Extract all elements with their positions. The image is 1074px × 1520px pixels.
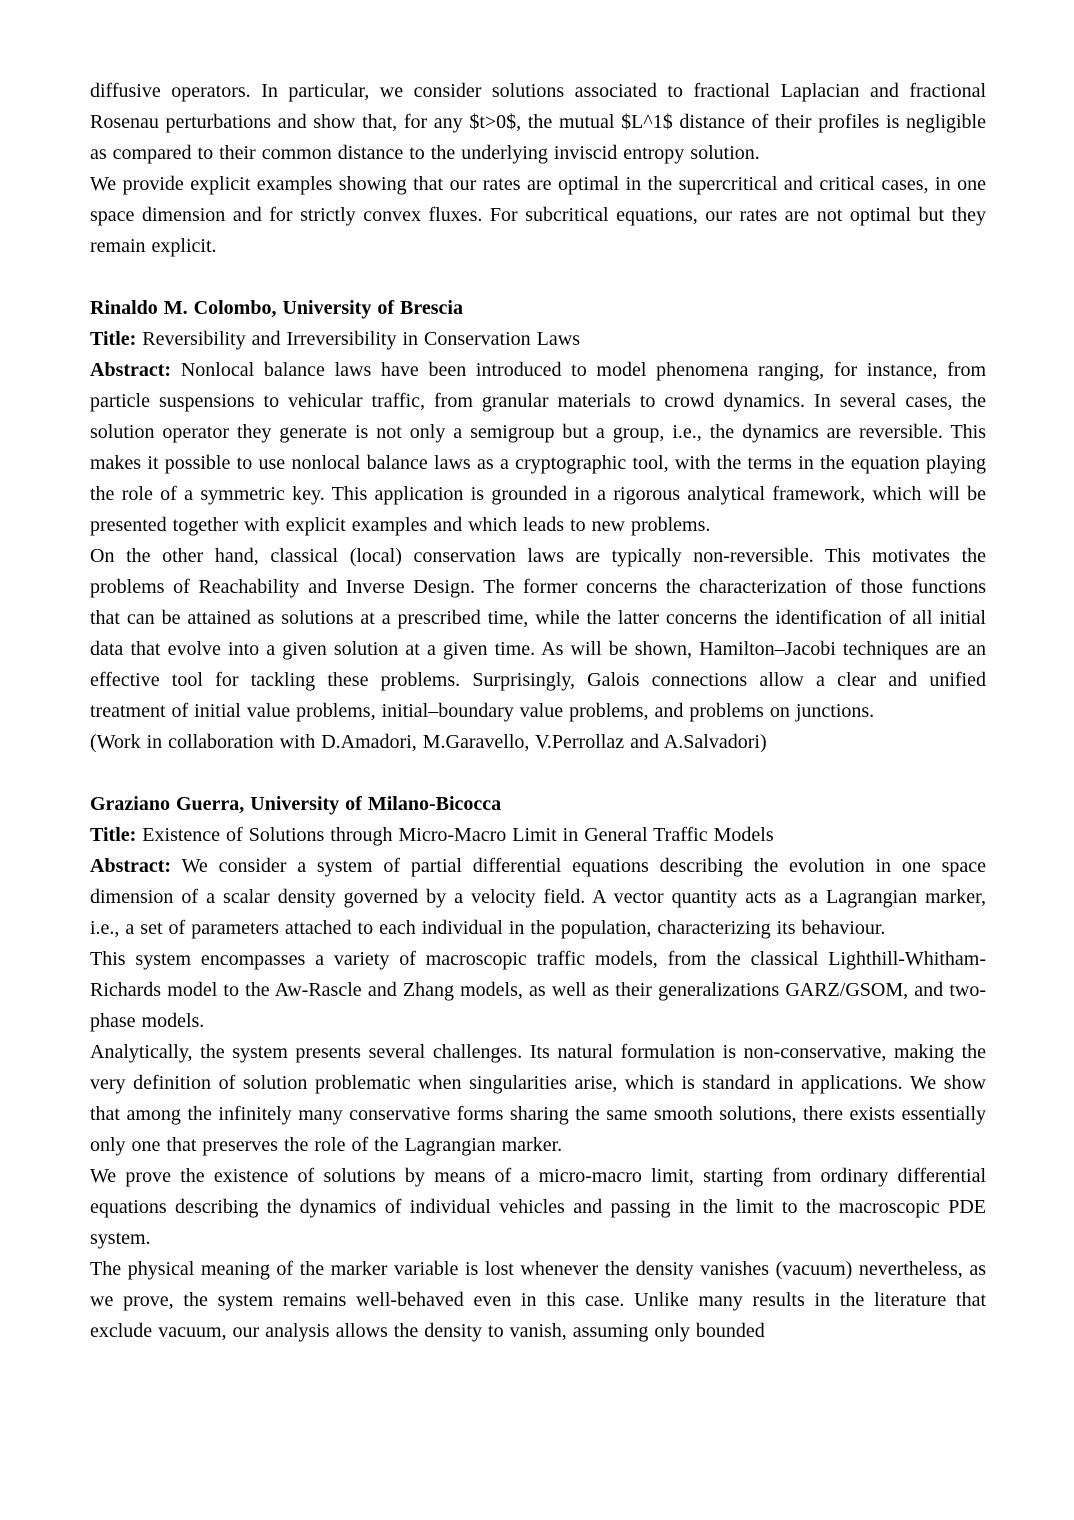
intro-paragraph-2: We provide explicit examples showing that our rates are optimal in the supercritical and critical cases, in one space dimension and for strictly convex fluxes. For subcritical equations, our rates are not optimal but they remain explicit. — [90, 173, 986, 257]
talk-section-guerra — [90, 789, 986, 1347]
talk-title-line — [90, 324, 986, 355]
abstract-text: We consider a system of partial differential equations describing the evolution in one space dimension of a scalar density governed by a velocity field. A vector quantity acts as a Lagrangian marker, i.e., a set of parameters attached to each individual in the population, characterizing its behaviour. — [90, 855, 986, 939]
talk-title-line — [90, 820, 986, 851]
collaboration-note: (Work in collaboration with D.Amadori, M.Garavello, V.Perrollaz and A.Salvadori) — [90, 731, 767, 753]
talk-title-text: Reversibility and Irreversibility in Conservation Laws — [142, 328, 580, 350]
talk-section-colombo — [90, 293, 986, 758]
talk-title-text: Existence of Solutions through Micro-Macro Limit in General Traffic Models — [142, 824, 774, 846]
abstract-label: Abstract: — [90, 855, 172, 877]
abstract-label: Abstract: — [90, 359, 172, 381]
title-label: Title: — [90, 824, 137, 846]
title-label: Title: — [90, 328, 137, 350]
intro-paragraph-1: diffusive operators. In particular, we consider solutions associated to fractional Laplacian and fractional Rosenau perturbations and show that, for any $t>0$, the mutual $L^1$ distance of their profiles is negligible as compared to their common distance to the underlying inviscid entropy solution. — [90, 80, 986, 164]
document-page — [90, 76, 986, 1347]
abstract-paragraph: This system encompasses a variety of macroscopic traffic models, from the classical Lighthill-Whitham-Richards model to the Aw-Rascle and Zhang models, as well as their generalizations GARZ/GSOM, and two-phase models. — [90, 948, 986, 1032]
abstract-paragraph: We prove the existence of solutions by means of a micro-macro limit, starting from ordinary differential equations describing the dynamics of individual vehicles and passing in the limit to the macroscopic PDE system. — [90, 1165, 986, 1249]
abstract-paragraph: The physical meaning of the marker variable is lost whenever the density vanishes (vacuum) nevertheless, as we prove, the system remains well-behaved even in this case. Unlike many results in the literature that exclude vacuum, our analysis allows the density to vanish, assuming only bounded — [90, 1258, 986, 1342]
speaker-heading: Graziano Guerra, University of Milano-Bicocca — [90, 793, 502, 815]
abstract-paragraph — [90, 355, 986, 541]
speaker-heading: Rinaldo M. Colombo, University of Brescia — [90, 297, 463, 319]
abstract-paragraph: Analytically, the system presents several challenges. Its natural formulation is non-conservative, making the very definition of solution problematic when singularities arise, which is standard in applications. We show that among the infinitely many conservative forms sharing the same smooth solutions, there exists essentially only one that preserves the role of the Lagrangian marker. — [90, 1041, 986, 1156]
abstract-paragraph — [90, 851, 986, 944]
abstract-text: Nonlocal balance laws have been introduced to model phenomena ranging, for instance, from particle suspensions to vehicular traffic, from granular materials to crowd dynamics. In several cases, the solution operator they generate is not only a semigroup but a group, i.e., the dynamics are reversible. This makes it possible to use nonlocal balance laws as a cryptographic tool, with the terms in the equation playing the role of a symmetric key. This application is grounded in a rigorous analytical framework, which will be presented together with explicit examples and which leads to new problems. — [90, 359, 987, 536]
abstract-paragraph: On the other hand, classical (local) conservation laws are typically non-reversible. This motivates the problems of Reachability and Inverse Design. The former concerns the characterization of those functions that can be attained as solutions at a prescribed time, while the latter concerns the identification of all initial data that evolve into a given solution at a given time. As will be shown, Hamilton–Jacobi techniques are an effective tool for tackling these problems. Surprisingly, Galois connections allow a clear and unified treatment of initial value problems, initial–boundary value problems, and problems on junctions. — [90, 545, 986, 722]
